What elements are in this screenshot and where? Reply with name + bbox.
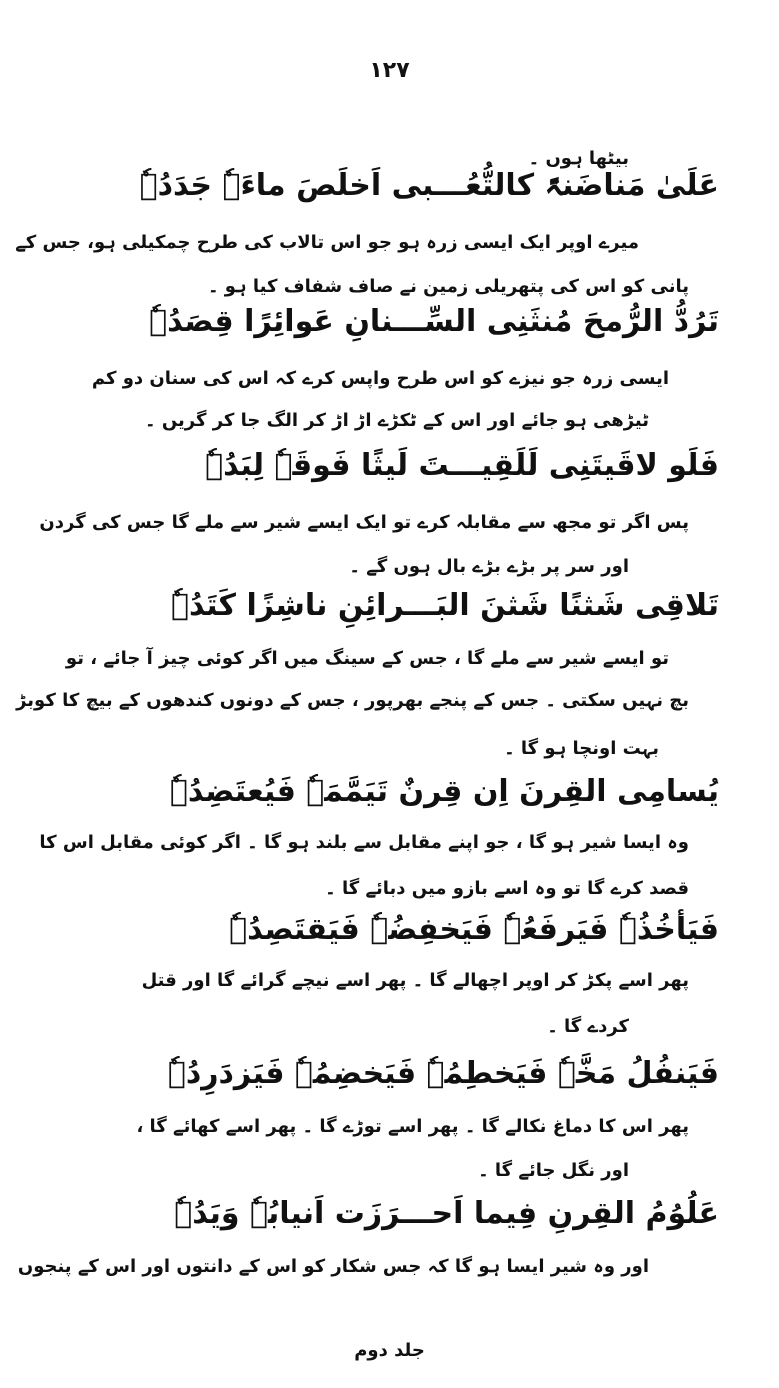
verse-line: فَیَنفُلُ مَخَّہٗ فَیَخطِمُہٗ فَیَخضِمُہٗ فَیَزدَرِدُہٗ (167, 1056, 719, 1091)
verse-line: عَلَیٰ مَناضَنۃً کالتُّعُـــبی اَخلَصَ ماءَہٗ جَدَدُہٗ (139, 168, 719, 203)
text-line: تو ایسے شیر سے ملے گا ، جس کے سینگ میں اگر کوئی چیز آ جائے ، تو (65, 648, 669, 669)
verse-line: یُسامِی القِرنَ اِن قِرنٌ تَیَمَّمَہٗ فَیُعتَضِدُہٗ (169, 774, 719, 809)
text-line: پھر اس کا دماغ نکالے گا ۔ پھر اسے توڑے گا ۔ پھر اسے کھائے گا ، (136, 1116, 689, 1137)
text-line: پس اگر تو مجھ سے مقابلہ کرے تو ایک ایسے شیر سے ملے گا جس کی گردن (39, 512, 689, 533)
volume-footer: جلد دوم (354, 1340, 425, 1361)
text-line: اور نگل جائے گا ۔ (478, 1160, 629, 1181)
page-number: ۱۲۷ (369, 58, 410, 83)
text-line: بہت اونچا ہو گا ۔ (504, 738, 659, 759)
text-line: پھر اسے پکڑ کر اوپر اچھالے گا ۔ پھر اسے نیچے گرائے گا اور قتل (141, 970, 689, 991)
text-line: بچ نہیں سکتی ۔ جس کے پنجے بھرپور ، جس کے دونوں کندھوں کے بیچ کا کوبڑ (16, 690, 689, 711)
verse-line: تَرُدُّ الرُّمحَ مُنثَنِی السِّـــنانِ عَوائِرًا قِصَدُہٗ (149, 304, 719, 339)
text-line: قصد کرے گا تو وہ اسے بازو میں دبائے گا ۔ (325, 878, 689, 899)
text-line: بیٹھا ہوں ۔ (528, 148, 629, 169)
verse-line: عَلُوُمُ القِرنِ فِیما اَحـــرَزَت اَنیابُہٗ وَیَدُہٗ (174, 1196, 719, 1231)
text-line: ٹیڑھی ہو جائے اور اس کے ٹکڑے اڑ اڑ کر الگ جا کر گریں ۔ (145, 410, 649, 431)
text-line: میرے اوپر ایک ایسی زرہ ہو جو اس تالاب کی طرح چمکیلی ہو، جس کے (15, 232, 639, 253)
text-line: کردے گا ۔ (547, 1016, 629, 1037)
text-line: پانی کو اس کی پتھریلی زمین نے صاف شفاف کیا ہو ۔ (207, 276, 689, 297)
verse-line: فَیَأخُذُہٗ فَیَرفَعُہٗ فَیَخفِضُہٗ فَیَقتَصِدُہٗ (229, 912, 719, 947)
verse-line: فَلَو لاقَیتَنِی لَلَقِیـــتَ لَیثًا فَوقَہٗ لِبَدُہٗ (205, 448, 719, 483)
text-line: وہ ایسا شیر ہو گا ، جو اپنے مقابل سے بلند ہو گا ۔ اگر کوئی مقابل اس کا (39, 832, 689, 853)
text-line: ایسی زرہ جو نیزے کو اس طرح واپس کرے کہ اس کی سنان دو کم (91, 368, 669, 389)
text-line: اور سر پر بڑے بڑے بال ہوں گے ۔ (349, 556, 629, 577)
verse-line: تَلاقِی شَثنًا شَثنَ البَـــرائِنِ ناشِزًا کَتَدُہٗ (170, 588, 719, 623)
text-line: اور وہ شیر ایسا ہو گا کہ جس شکار کو اس کے دانتوں اور اس کے پنجوں (17, 1256, 649, 1277)
